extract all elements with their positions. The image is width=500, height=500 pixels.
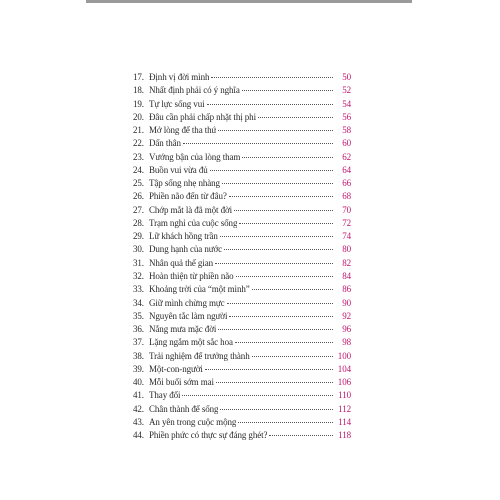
toc-entry-page-number: 118 — [338, 430, 351, 441]
toc-entry-title: Dấn thân — [149, 138, 181, 149]
toc-entry-title: Thay đổi — [149, 390, 181, 401]
toc-entry-page-number: 92 — [342, 310, 351, 321]
toc-entry-number: 37. — [133, 337, 144, 348]
toc-entry-page-number: 98 — [342, 337, 351, 348]
toc-entry[interactable] — [133, 403, 351, 416]
toc-entry-number: 44. — [133, 430, 144, 441]
toc-entry[interactable] — [133, 257, 351, 270]
toc-entry-number: 40. — [133, 377, 144, 388]
toc-entry-title: Trải nghiệm để trưởng thành — [149, 350, 250, 361]
toc-entry-number: 38. — [133, 350, 144, 361]
toc-entry-page-number: 74 — [342, 231, 351, 242]
toc-entry-number: 41. — [133, 390, 144, 401]
dot-leader — [205, 369, 333, 370]
toc-entry-number: 29. — [133, 231, 144, 242]
toc-entry-number: 18. — [133, 85, 144, 96]
toc-entry[interactable] — [133, 336, 351, 349]
toc-entry-title: Khoảng trời của “một mình” — [149, 284, 250, 295]
toc-entry[interactable] — [133, 416, 351, 429]
toc-entry-page-number: 104 — [337, 363, 351, 374]
toc-entry-title: Nắng mưa mặc đời — [149, 324, 217, 335]
toc-entry[interactable] — [133, 310, 351, 323]
table-of-contents — [133, 71, 351, 442]
toc-entry[interactable] — [133, 164, 351, 177]
toc-entry[interactable] — [133, 111, 351, 124]
toc-entry-title: Lặng ngắm một sắc hoa — [149, 337, 233, 348]
toc-entry-page-number: 72 — [342, 217, 351, 228]
toc-entry-title: Trạm nghỉ của cuộc sống — [149, 217, 238, 228]
dot-leader — [238, 422, 333, 423]
toc-entry[interactable] — [133, 270, 351, 283]
toc-entry-number: 25. — [133, 178, 144, 189]
toc-entry-number: 27. — [133, 204, 144, 215]
toc-entry-number: 43. — [133, 416, 144, 427]
dot-leader — [236, 276, 333, 277]
toc-entry-page-number: 54 — [342, 98, 351, 109]
toc-entry[interactable] — [133, 217, 351, 230]
toc-entry-title: Chớp mắt là đã một đời — [149, 204, 233, 215]
toc-entry-number: 22. — [133, 138, 144, 149]
dot-leader — [229, 196, 333, 197]
dot-leader — [222, 183, 333, 184]
toc-entry-number: 31. — [133, 257, 144, 268]
toc-entry-number: 20. — [133, 111, 144, 122]
dot-leader — [229, 316, 333, 317]
dot-leader — [224, 249, 333, 250]
toc-entry-number: 17. — [133, 72, 144, 82]
toc-entry-number: 28. — [133, 217, 144, 228]
dot-leader — [210, 170, 333, 171]
toc-entry-title: Mở lòng để tha thứ — [149, 125, 217, 136]
toc-entry[interactable] — [133, 98, 351, 111]
toc-entry-title: Vướng bận của lòng tham — [149, 151, 241, 162]
toc-entry-title: Buồn vui vừa đủ — [149, 164, 208, 175]
toc-entry[interactable] — [133, 190, 351, 203]
toc-entry-page-number: 70 — [342, 204, 351, 215]
toc-entry-title: Giữ mình chừng mực — [149, 297, 225, 308]
dot-leader — [211, 77, 333, 78]
toc-entry-title: Nhất định phải có ý nghĩa — [149, 85, 240, 96]
dot-leader — [182, 395, 333, 396]
toc-entry-page-number: 80 — [342, 244, 351, 255]
toc-entry-number: 36. — [133, 324, 144, 335]
toc-entry-page-number: 82 — [342, 257, 351, 268]
dot-leader — [216, 382, 333, 383]
toc-entry-page-number: 52 — [342, 85, 351, 96]
toc-entry-title: Định vị đời mình — [149, 72, 210, 82]
dot-leader — [242, 90, 333, 91]
toc-entry-page-number: 106 — [337, 377, 351, 388]
dot-leader — [269, 435, 333, 436]
toc-entry-title: Dung hạnh của nước — [149, 244, 223, 255]
toc-entry-page-number: 86 — [342, 284, 351, 295]
toc-entry-title: An yên trong cuộc mộng — [149, 416, 237, 427]
dot-leader — [252, 289, 333, 290]
toc-entry-title: Mỗi buổi sớm mai — [149, 377, 214, 388]
toc-entry-page-number: 110 — [338, 390, 351, 401]
toc-entry-number: 42. — [133, 403, 144, 414]
toc-entry[interactable] — [133, 376, 351, 389]
toc-entry-page-number: 112 — [338, 403, 351, 414]
toc-entry-page-number: 56 — [342, 111, 351, 122]
page-top-edge — [86, 0, 412, 3]
toc-entry[interactable] — [133, 84, 351, 97]
toc-entry-number: 32. — [133, 270, 144, 281]
toc-entry-page-number: 114 — [338, 416, 351, 427]
dot-leader — [183, 143, 333, 144]
dot-leader — [218, 329, 333, 330]
toc-entry-page-number: 84 — [342, 270, 351, 281]
toc-entry[interactable] — [133, 363, 351, 376]
toc-entry-number: 39. — [133, 363, 144, 374]
dot-leader — [258, 117, 333, 118]
toc-entry-page-number: 66 — [342, 178, 351, 189]
toc-entry-title: Chân thành để sống — [149, 403, 219, 414]
toc-entry-title: Lữ khách hồng trần — [149, 231, 218, 242]
toc-entry-number: 34. — [133, 297, 144, 308]
toc-entry-page-number: 60 — [342, 138, 351, 149]
dot-leader — [252, 356, 333, 357]
toc-entry[interactable] — [133, 204, 351, 217]
toc-entry-number: 23. — [133, 151, 144, 162]
toc-entry[interactable] — [133, 71, 351, 84]
toc-entry[interactable] — [133, 137, 351, 150]
toc-entry-page-number: 96 — [342, 324, 351, 335]
toc-entry-number: 26. — [133, 191, 144, 202]
toc-entry[interactable] — [133, 230, 351, 243]
toc-entry-number: 33. — [133, 284, 144, 295]
toc-entry[interactable] — [133, 389, 351, 402]
toc-entry[interactable] — [133, 151, 351, 164]
dot-leader — [239, 223, 333, 224]
dot-leader — [207, 104, 333, 105]
toc-entry-title: Nguyên tắc làm người — [149, 310, 228, 321]
toc-entry-title: Phiền phức có thực sự đáng ghét? — [149, 430, 268, 441]
toc-entry-title: Hoàn thiện từ phiền não — [149, 270, 234, 281]
dot-leader — [218, 130, 333, 131]
dot-leader — [242, 157, 333, 158]
toc-entry-title: Đâu cần phải chấp nhặt thị phi — [149, 111, 256, 122]
toc-entry-number: 30. — [133, 244, 144, 255]
toc-entry[interactable] — [133, 283, 351, 296]
toc-entry[interactable] — [133, 429, 351, 442]
toc-entry-title: Nhân quả thế gian — [149, 257, 214, 268]
toc-entry[interactable] — [133, 124, 351, 137]
toc-entry-number: 24. — [133, 164, 144, 175]
toc-entry-page-number: 62 — [342, 151, 351, 162]
toc-entry-page-number: 50 — [342, 72, 351, 82]
toc-entry-title: Tập sống nhẹ nhàng — [149, 178, 220, 189]
toc-entry-page-number: 64 — [342, 164, 351, 175]
dot-leader — [220, 409, 333, 410]
toc-entry-title: Tự lực sống vui — [149, 98, 205, 109]
toc-entry-number: 21. — [133, 125, 144, 136]
toc-entry[interactable] — [133, 297, 351, 310]
toc-entry-page-number: 100 — [337, 350, 351, 361]
dot-leader — [234, 210, 333, 211]
dot-leader — [227, 303, 333, 304]
toc-entry-page-number: 90 — [342, 297, 351, 308]
dot-leader — [215, 263, 333, 264]
toc-entry-number: 35. — [133, 310, 144, 321]
toc-entry-title: Phiền não đến từ đâu? — [149, 191, 227, 202]
toc-entry[interactable] — [133, 350, 351, 363]
toc-entry-title: Một-con-người — [149, 363, 203, 374]
toc-entry[interactable] — [133, 243, 351, 256]
toc-entry-page-number: 68 — [342, 191, 351, 202]
toc-entry-number: 19. — [133, 98, 144, 109]
toc-entry[interactable] — [133, 323, 351, 336]
toc-entry-page-number: 58 — [342, 125, 351, 136]
toc-entry[interactable] — [133, 177, 351, 190]
dot-leader — [235, 342, 333, 343]
dot-leader — [220, 236, 333, 237]
